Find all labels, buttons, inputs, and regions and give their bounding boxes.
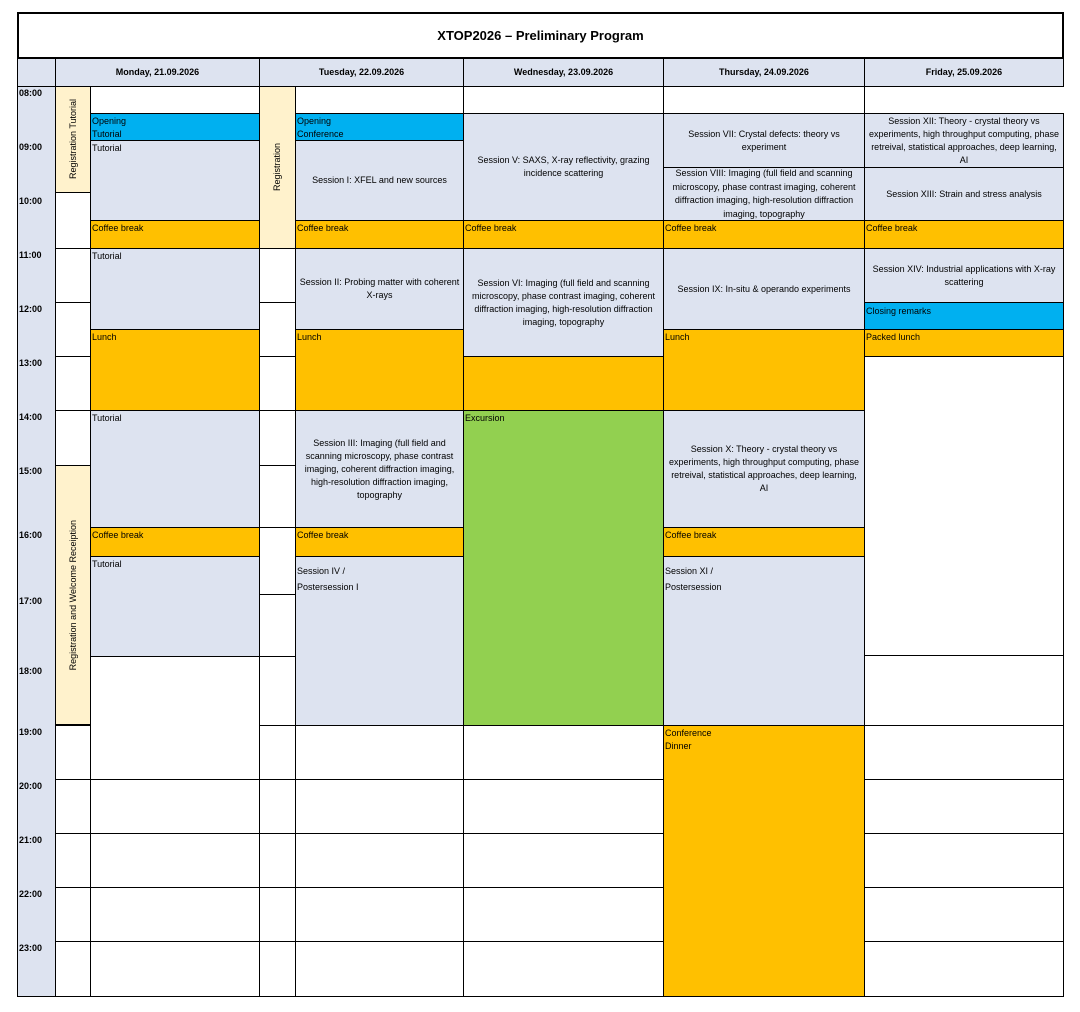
tuesday-coffee-2 [295, 527, 464, 557]
monday-tutorial-1-label: Tutorial [92, 143, 122, 153]
thursday-postersession-label: Postersession [665, 582, 722, 592]
monday-empty-evening [90, 656, 260, 997]
wednesday-excursion [463, 410, 664, 726]
tuesday-session-1 [295, 140, 464, 221]
thursday-session-11-label: Session XI / [665, 566, 714, 576]
tuesday-empty-cell [295, 86, 464, 114]
registration-tutorial-label: Registration Tutorial [67, 99, 78, 180]
time-header [17, 58, 56, 87]
registration-welcome-label: Registration and Welcome Receiption [67, 519, 78, 671]
grid-line [864, 833, 1064, 834]
tuesday-coffee-1-label: Coffee break [297, 223, 349, 233]
grid-line [55, 410, 91, 411]
friday-session-14 [864, 248, 1064, 303]
wednesday-empty-cell [463, 86, 664, 114]
tuesday-session-4-label: Session IV / [297, 566, 346, 576]
thursday-session-11 [663, 556, 865, 726]
thursday-session-8 [663, 167, 865, 221]
wednesday-session-6 [463, 248, 664, 357]
thursday-coffee-1-label: Coffee break [665, 223, 717, 233]
grid-line [864, 779, 1064, 780]
grid-line [864, 941, 1064, 942]
tuesday-opening-label: Opening [297, 116, 332, 126]
friday-empty-afternoon [864, 356, 1064, 656]
tuesday-coffee-2-label: Coffee break [297, 530, 349, 540]
friday-empty-1800 [864, 655, 1064, 726]
day-header-friday: Friday, 25.09.2026 [864, 58, 1064, 87]
time-label: 12:00 [19, 304, 43, 314]
thursday-session-9 [663, 248, 865, 330]
monday-lunch-label: Lunch [92, 332, 117, 342]
monday-tutorial-4-label: Tutorial [92, 559, 122, 569]
grid-line [259, 725, 296, 726]
time-label: 13:00 [19, 358, 43, 368]
monday-coffee-2-label: Coffee break [92, 530, 144, 540]
time-label: 09:00 [19, 142, 43, 152]
grid-line [259, 302, 296, 303]
grid-line [55, 833, 664, 834]
time-label: 11:00 [19, 250, 42, 260]
monday-tutorial-4 [90, 556, 260, 657]
day-header-tuesday: Tuesday, 22.09.2026 [259, 58, 464, 87]
thursday-empty-cell [663, 86, 865, 114]
grid-line [55, 725, 91, 726]
time-label: 23:00 [19, 943, 43, 953]
wednesday-session-6-label: Session VI: Imaging (full field and scanning microscopy, phase contrast imaging, coherent diffraction imaging, high-resolution diffraction imaging, topography [472, 277, 655, 327]
tuesday-session-3-label: Session III: Imaging (full field and scanning microscopy, phase contrast imaging, coherent diffraction imaging, high-resolution diffraction imaging, topography [304, 437, 455, 500]
tuesday-lunch-label: Lunch [297, 332, 322, 342]
tuesday-lunch [295, 329, 464, 411]
grid-line [55, 248, 91, 249]
time-label: 18:00 [19, 666, 43, 676]
tuesday-session-1-label: Session I: XFEL and new sources [312, 175, 447, 185]
tuesday-empty-evening [295, 725, 464, 997]
grid-line [864, 887, 1064, 888]
monday-opening-tutorial-label: Tutorial [92, 129, 122, 139]
monday-tutorial-1 [90, 140, 260, 221]
time-label: 22:00 [19, 889, 43, 899]
thursday-lunch-label: Lunch [665, 332, 690, 342]
thursday-session-7 [663, 113, 865, 168]
monday-lunch [90, 329, 260, 411]
monday-tutorial-2-label: Tutorial [92, 251, 122, 261]
monday-tutorial-2 [90, 248, 260, 330]
friday-session-14-label: Session XIV: Industrial applications with X-ray scattering [872, 263, 1056, 287]
thursday-session-10-label: Session X: Theory - crystal theory vs experiments, high throughput computing, phase retreival, statistical approaches, deep learning, AI [668, 444, 860, 493]
thursday-lunch [663, 329, 865, 411]
page-title: XTOP2026 – Preliminary Program [17, 12, 1064, 59]
friday-coffee-label: Coffee break [866, 223, 918, 233]
friday-closing-remarks [864, 302, 1064, 330]
grid-line [259, 527, 296, 528]
friday-packed-lunch [864, 329, 1064, 357]
day-header-monday: Monday, 21.09.2026 [55, 58, 260, 87]
friday-session-12 [864, 113, 1064, 168]
tuesday-postersession-label: Postersession I [297, 582, 359, 592]
time-label: 08:00 [19, 88, 43, 98]
grid-line [259, 656, 296, 657]
wednesday-lunch-block [463, 356, 664, 411]
grid-line [55, 356, 91, 357]
tuesday-coffee-1 [295, 220, 464, 249]
tuesday-session-3 [295, 410, 464, 528]
thursday-session-8-label: Session VIII: Imaging (full field and scanning microscopy, phase contrast imaging, coherent diffraction imaging, high-resolution diffraction imaging, topography [672, 168, 856, 219]
monday-coffee-2 [90, 527, 260, 557]
thursday-dinner-label-1: Conference [665, 728, 712, 738]
time-label: 10:00 [19, 196, 43, 206]
monday-coffee-1-label: Coffee break [92, 223, 144, 233]
wednesday-coffee [463, 220, 664, 249]
tuesday-registration-label: Registration [272, 143, 282, 192]
thursday-dinner-label-2: Dinner [665, 741, 692, 751]
wednesday-session-5-label: Session V: SAXS, X-ray reflectivity, grazing incidence scattering [477, 155, 650, 178]
wednesday-excursion-label: Excursion [465, 413, 505, 423]
tuesday-conference-label: Conference [297, 129, 344, 139]
monday-tutorial-3-label: Tutorial [92, 413, 122, 423]
time-label: 15:00 [19, 466, 43, 476]
tuesday-session-4 [295, 556, 464, 726]
tuesday-registration-block [259, 86, 296, 249]
friday-session-13 [864, 167, 1064, 221]
time-label: 19:00 [19, 727, 43, 737]
time-label: 20:00 [19, 781, 43, 791]
grid-line [55, 302, 91, 303]
grid-line [55, 779, 664, 780]
time-label: 16:00 [19, 530, 43, 540]
time-label: 17:00 [19, 596, 43, 606]
day-header-wednesday: Wednesday, 23.09.2026 [463, 58, 664, 87]
friday-packed-lunch-label: Packed lunch [866, 332, 921, 342]
registration-welcome-block [55, 465, 91, 725]
friday-coffee [864, 220, 1064, 249]
wednesday-empty-evening [463, 725, 664, 997]
thursday-conference-dinner [663, 725, 865, 997]
thursday-session-9-label: Session IX: In-situ & operando experiments [677, 283, 851, 294]
tuesday-session-2-label: Session II: Probing matter with coherent X-rays [299, 277, 460, 300]
friday-session-12-label: Session XII: Theory - crystal theory vs experiments, high throughput computing, phase retreival, statistical approaches, deep learning, AI [868, 115, 1060, 165]
time-label: 21:00 [19, 835, 43, 845]
friday-empty-evening [864, 725, 1064, 997]
time-column [17, 86, 56, 997]
grid-line [55, 887, 664, 888]
wednesday-session-5 [463, 113, 664, 221]
monday-opening-tutorial [90, 113, 260, 141]
grid-line [259, 356, 296, 357]
grid-line [259, 465, 296, 466]
friday-session-13-label: Session XIII: Strain and stress analysis [886, 188, 1042, 199]
thursday-coffee-2 [663, 527, 865, 557]
registration-tutorial-block [55, 86, 91, 193]
monday-opening-label: Opening [92, 116, 127, 126]
tuesday-session-2 [295, 248, 464, 330]
grid-line [55, 941, 664, 942]
monday-tutorial-3 [90, 410, 260, 528]
thursday-session-7-label: Session VII: Crystal defects: theory vs experiment [688, 128, 840, 152]
thursday-session-10 [663, 410, 865, 528]
tuesday-opening-conference [295, 113, 464, 141]
day-header-thursday: Thursday, 24.09.2026 [663, 58, 865, 87]
monday-empty-cell [90, 86, 260, 114]
friday-closing-label: Closing remarks [866, 306, 932, 316]
time-label: 14:00 [19, 412, 43, 422]
thursday-coffee-2-label: Coffee break [665, 530, 717, 540]
monday-coffee-1 [90, 220, 260, 249]
grid-line [259, 410, 296, 411]
program-table [17, 12, 1064, 997]
thursday-coffee-1 [663, 220, 865, 249]
grid-line [259, 594, 296, 595]
wednesday-coffee-label: Coffee break [465, 223, 517, 233]
